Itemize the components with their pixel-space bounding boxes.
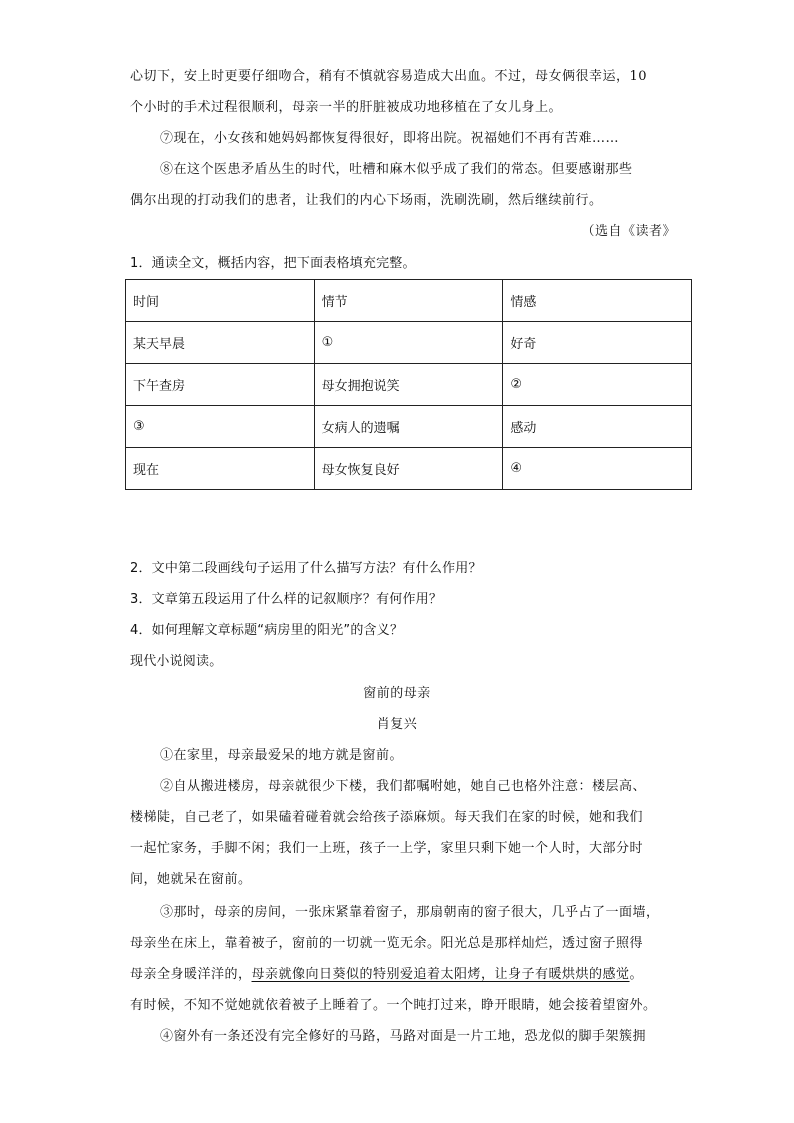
underlined-sentence: 母亲就像向日葵似的特别爱追着太阳烤，让身子有暖烘烘的感觉 <box>251 967 630 982</box>
passage-line: 心切下，安上时更要仔细吻合，稍有不慎就容易造成大出血。不过，母女俩很幸运，10 <box>130 69 648 84</box>
table-cell: 感动 <box>503 406 692 448</box>
table-cell: 母女恢复良好 <box>314 448 503 490</box>
source-citation: （选自《读者》 <box>581 224 676 239</box>
table-header-row <box>126 280 692 322</box>
table-row <box>126 364 692 406</box>
paragraph-8: ⑧在这个医患矛盾丛生的时代，吐槽和麻木似乎成了我们的常态。但要感谢那些 <box>160 162 633 177</box>
story-paragraph-3: ③那时，母亲的房间，一张床紧靠着窗子，那扇朝南的窗子很大，几乎占了一面墙， <box>160 905 660 920</box>
story-author: 肖复兴 <box>376 717 418 732</box>
summary-table <box>125 279 692 490</box>
table-cell: 下午查房 <box>126 364 315 406</box>
story-line: 楼梯陡，自己老了，如果磕着碰着就会给孩子添麻烦。每天我们在家的时候，她和我们 <box>130 810 644 825</box>
question-1: 1．通读全文，概括内容，把下面表格填充完整。 <box>130 256 416 271</box>
story-line: 一起忙家务，手脚不闲；我们一上班，孩子一上学，家里只剩下她一个人时，大部分时 <box>130 841 644 856</box>
table-cell: 现在 <box>126 448 315 490</box>
table-cell: 母女拥抱说笑 <box>314 364 503 406</box>
story-text: 母亲全身暖洋洋的， <box>130 967 252 982</box>
table-header-cell: 时间 <box>126 280 315 322</box>
story-line <box>130 966 670 984</box>
paragraph-7: ⑦现在，小女孩和她妈妈都恢复得很好，即将出院。祝福她们不再有苦难…… <box>160 131 620 146</box>
story-paragraph-2: ②自从搬进楼房，母亲就很少下楼，我们都嘱咐她，她自己也格外注意：楼层高、 <box>160 779 647 794</box>
section-heading: 现代小说阅读。 <box>130 654 223 669</box>
table-cell: ③ <box>126 406 315 448</box>
table-cell: ① <box>314 322 503 364</box>
story-paragraph-4: ④窗外有一条还没有完全修好的马路，马路对面是一片工地，恐龙似的脚手架簇拥 <box>160 1029 647 1044</box>
table-cell: 女病人的遗嘱 <box>314 406 503 448</box>
story-paragraph-1: ①在家里，母亲最爱呆的地方就是窗前。 <box>160 748 404 763</box>
story-line: 间，她就呆在窗前。 <box>130 872 252 887</box>
table-row <box>126 322 692 364</box>
question-3: 3．文章第五段运用了什么样的记叙顺序？有何作用？ <box>130 592 443 607</box>
table-header-cell: 情感 <box>503 280 692 322</box>
story-line: 母亲坐在床上，靠着被子，窗前的一切就一览无余。阳光总是那样灿烂，透过窗子照得 <box>130 936 644 951</box>
story-title: 窗前的母亲 <box>363 686 431 701</box>
table-cell: 某天早晨 <box>126 322 315 364</box>
question-2: 2．文中第二段画线句子运用了什么描写方法？有什么作用？ <box>130 561 482 576</box>
table-row <box>126 406 692 448</box>
question-4: 4．如何理解文章标题“病房里的阳光”的含义？ <box>130 623 404 638</box>
table-header-cell: 情节 <box>314 280 503 322</box>
table-cell: ④ <box>503 448 692 490</box>
story-text: 。 <box>629 967 644 982</box>
story-line: 有时候，不知不觉她就依着被子上睡着了。一个盹打过来，睁开眼睛，她会接着望窗外。 <box>130 998 657 1013</box>
table-cell: 好奇 <box>503 322 692 364</box>
passage-line: 个小时的手术过程很顺利，母亲一半的肝脏被成功地移植在了女儿身上。 <box>130 100 563 115</box>
table-row <box>126 448 692 490</box>
table-cell: ② <box>503 364 692 406</box>
passage-line: 偶尔出现的打动我们的患者，让我们的内心下场雨，洗刷洗刷，然后继续前行。 <box>130 193 603 208</box>
